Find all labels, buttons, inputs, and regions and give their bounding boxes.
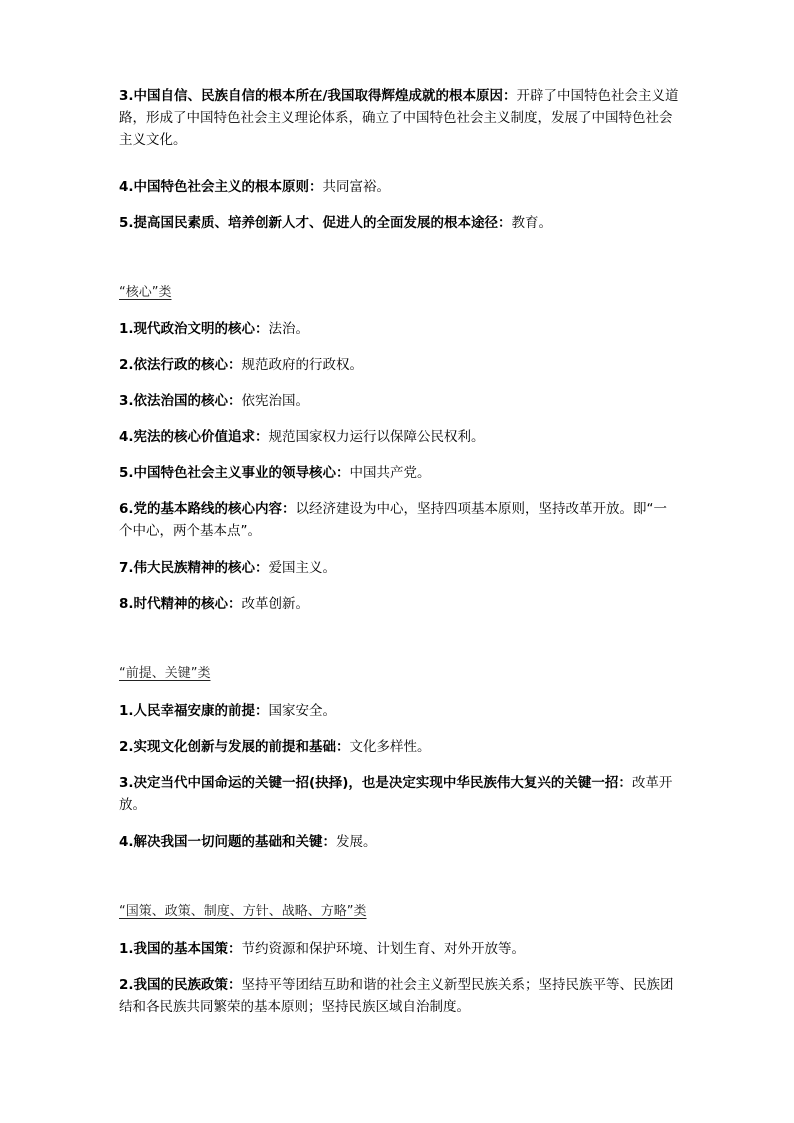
item-label: 1.现代政治文明的核心： xyxy=(119,321,269,337)
list-item xyxy=(119,736,679,758)
item-text: 共同富裕。 xyxy=(322,179,391,195)
item-label: 5.提高国民素质、培养创新人才、促进人的全面发展的根本途径： xyxy=(119,215,512,231)
item-label: 5.中国特色社会主义事业的领导核心： xyxy=(119,465,350,481)
item-text: 国家安全。 xyxy=(268,703,337,719)
list-item xyxy=(119,831,679,853)
item-text: 节约资源和保护环境、计划生育、对外开放等。 xyxy=(241,941,526,957)
item-text: 坚持平等团结互助和谐的社会主义新型民族关系；坚持民族平等、民族团结和各民族共同繁荣的基本原则；坚持民族区域自治制度。 xyxy=(119,977,674,1015)
item-label: 4.解决我国一切问题的基础和关键： xyxy=(119,834,337,850)
list-item xyxy=(119,557,679,579)
item-label: 2.实现文化创新与发展的前提和基础： xyxy=(119,739,350,755)
section-heading-premise-key: “前提、关键”类 xyxy=(119,666,211,681)
item-text: 规范政府的行政权。 xyxy=(241,357,364,373)
item-label: 7.伟大民族精神的核心： xyxy=(119,560,269,576)
item-text: 开辟了中国特色社会主义道路，形成了中国特色社会主义理论体系，确立了中国特色社会主义制度，发展了中国特色社会主义文化。 xyxy=(119,88,679,148)
item-text: 以经济建设为中心，坚持四项基本原则，坚持改革开放。即“一个中心，两个基本点”。 xyxy=(119,501,668,539)
list-item xyxy=(119,462,679,484)
section-heading-policies: “国策、政策、制度、方针、战略、方略”类 xyxy=(119,904,367,919)
item-text: 发展。 xyxy=(336,834,377,850)
list-item xyxy=(119,426,679,448)
item-label: 4.中国特色社会主义的根本原则： xyxy=(119,179,323,195)
item-label: 3.决定当代中国命运的关键一招(抉择)，也是决定实现中华民族伟大复兴的关键一招： xyxy=(119,775,632,791)
item-label: 1.我国的基本国策： xyxy=(119,941,242,957)
item-text: 改革创新。 xyxy=(241,596,310,612)
item-fundamental-path xyxy=(119,212,679,234)
item-fundamental-reason xyxy=(119,85,679,151)
item-label: 6.党的基本路线的核心内容： xyxy=(119,501,296,517)
item-label: 8.时代精神的核心： xyxy=(119,596,242,612)
section-heading-core: “核心”类 xyxy=(119,285,172,300)
item-label: 2.依法行政的核心： xyxy=(119,357,242,373)
item-label: 4.宪法的核心价值追求： xyxy=(119,429,269,445)
list-item xyxy=(119,390,679,412)
list-item xyxy=(119,974,679,1018)
item-text: 中国共产党。 xyxy=(349,465,431,481)
item-text: 文化多样性。 xyxy=(349,739,431,755)
list-item xyxy=(119,354,679,376)
item-text: 改革开放。 xyxy=(119,775,673,813)
item-text: 规范国家权力运行以保障公民权利。 xyxy=(268,429,485,445)
item-text: 爱国主义。 xyxy=(268,560,337,576)
item-label: 3.依法治国的核心： xyxy=(119,393,242,409)
list-item xyxy=(119,772,679,816)
item-text: 依宪治国。 xyxy=(241,393,310,409)
list-item xyxy=(119,593,679,615)
list-item xyxy=(119,938,679,960)
item-label: 2.我国的民族政策： xyxy=(119,977,242,993)
item-fundamental-principle xyxy=(119,176,679,198)
item-text: 法治。 xyxy=(268,321,310,337)
list-item xyxy=(119,318,679,340)
list-item xyxy=(119,700,679,722)
item-text: 教育。 xyxy=(511,215,553,231)
list-item xyxy=(119,498,679,542)
item-label: 3.中国自信、民族自信的根本所在/我国取得辉煌成就的根本原因： xyxy=(119,88,517,104)
item-label: 1.人民幸福安康的前提： xyxy=(119,703,269,719)
